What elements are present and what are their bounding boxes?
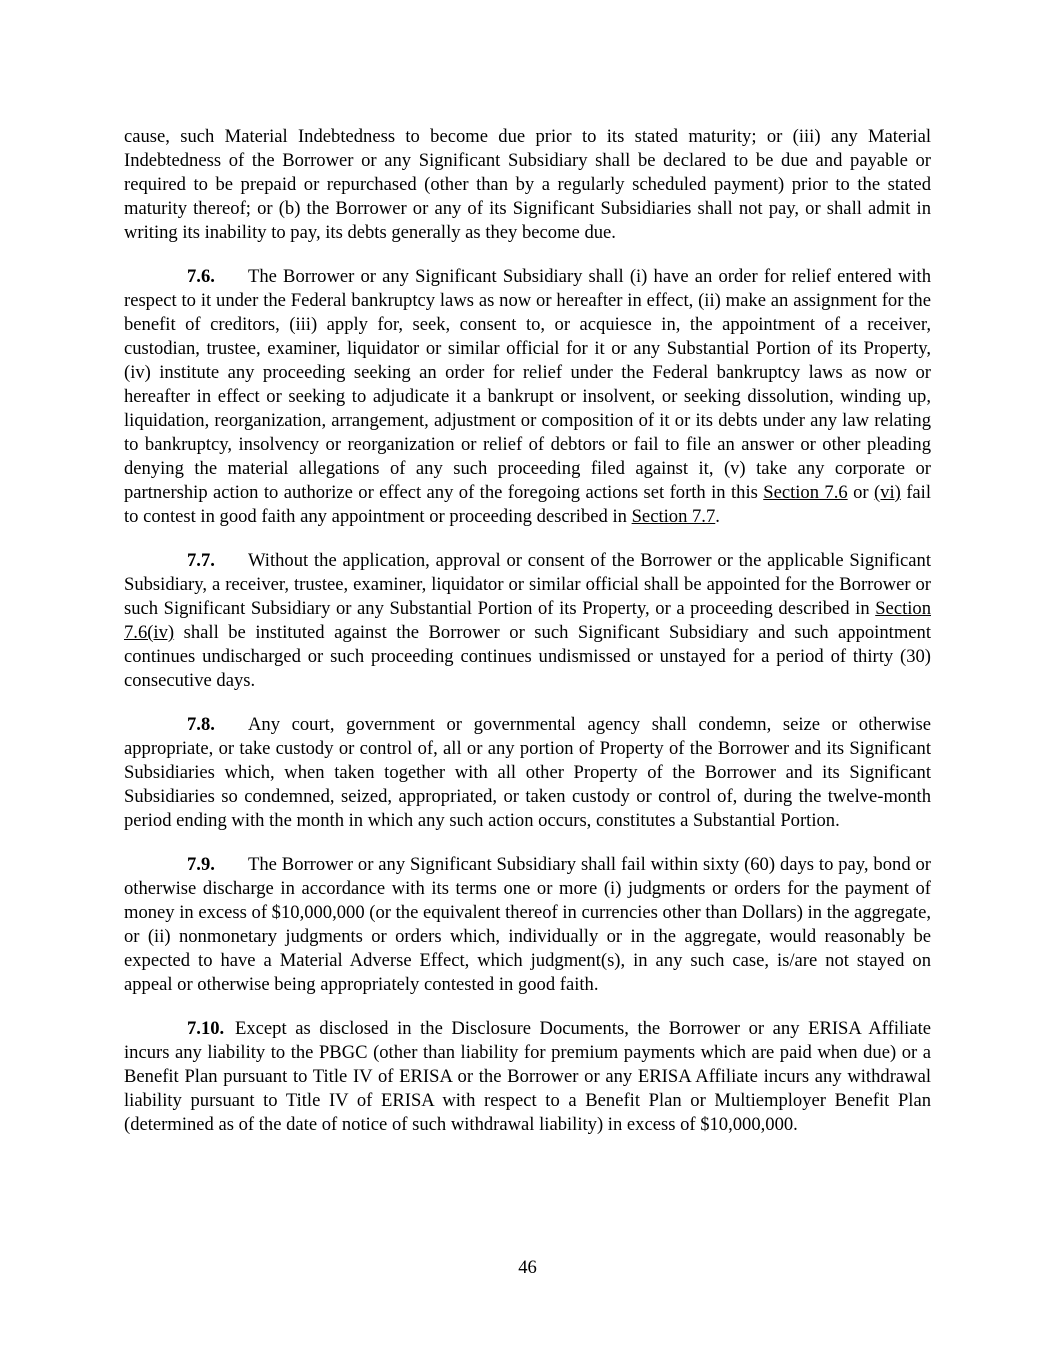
section-text: The Borrower or any Significant Subsidiary shall (i) have an order for relief entered with respect to it under the Federal bankruptcy laws as now or hereafter in effect, (ii) make an assignment for the benefit of creditors, (iii) apply for, seek, consent to, or acquiesce in, the appointment of a receiver, custodian, trustee, examiner, liquidator or similar official for it or any Substantial Portion of its Property, (iv) institute any proceeding seeking an order for relief under the Federal bankruptcy laws as now or hereafter in effect or seeking to adjudicate it a bankrupt or insolvent, or seeking dissolution, winding up, liquidation, reorganization, arrangement, adjustment or composition of it or its debts under any law relating to bankruptcy, insolvency or reorganization or relief of debtors or fail to file an answer or other pleading denying the material allegations of any such proceeding filed against it, (v) take any corporate or partnership action to authorize or effect any of the foregoing actions set forth in this <box>124 266 931 503</box>
paragraph-text: cause, such Material Indebtedness to become due prior to its stated maturity; or (iii) any Material Indebtedness of the Borrower or any Significant Subsidiary shall be declared to be due and payable or required to be prepaid or repurchased (other than by a regularly scheduled payment) prior to the stated maturity thereof; or (b) the Borrower or any of its Significant Subsidiaries shall not pay, or shall admit in writing its inability to pay, its debts generally as they become due. <box>124 126 931 243</box>
section-number: 7.6. <box>187 266 215 287</box>
section-text: or <box>847 482 874 503</box>
cross-reference-clause-vi: (vi) <box>873 482 901 503</box>
paragraph-continuation <box>124 125 931 245</box>
cross-reference-section-7-6-iv: Section 7.6(iv) <box>124 598 931 643</box>
cross-reference-section-7-7: Section 7.7 <box>631 506 716 527</box>
section-7-6 <box>124 265 931 529</box>
section-number: 7.7. <box>187 550 215 571</box>
section-number: 7.10. <box>187 1018 225 1039</box>
section-text: fail to contest in good faith any appointment or proceeding described in <box>124 482 931 527</box>
cross-reference-section-7-6: Section 7.6 <box>763 482 848 503</box>
section-text: Any court, government or governmental agency shall condemn, seize or otherwise appropriate, or take custody or control of, all or any portion of Property of the Borrower and its Significant Subsidiaries which, when taken together with all other Property of the Borrower and its Significant Subsidiaries so condemned, seized, appropriated, or taken custody or control of, during the twelve-month period ending with the month in which any such action occurs, constitutes a Substantial Portion. <box>124 714 931 831</box>
section-text: shall be instituted against the Borrower or such Significant Subsidiary and such appointment continues undischarged or such proceeding continues undismissed or unstayed for a period of thirty (30) consecutive days. <box>124 622 931 691</box>
section-text: . <box>715 506 720 527</box>
section-number: 7.8. <box>187 714 215 735</box>
section-7-10 <box>124 1017 931 1137</box>
section-text: The Borrower or any Significant Subsidiary shall fail within sixty (60) days to pay, bond or otherwise discharge in accordance with its terms one or more (i) judgments or orders for the payment of money in excess of $10,000,000 (or the equivalent thereof in currencies other than Dollars) in the aggregate, or (ii) nonmonetary judgments or orders which, individually or in the aggregate, would reasonably be expected to have a Material Adverse Effect, which judgment(s), in any such case, is/are not stayed on appeal or otherwise being appropriately contested in good faith. <box>124 854 932 995</box>
section-7-8 <box>124 713 931 833</box>
section-number: 7.9. <box>187 854 215 875</box>
section-7-9 <box>124 853 931 997</box>
section-text: Except as disclosed in the Disclosure Documents, the Borrower or any ERISA Affiliate incurs any liability to the PBGC (other than liability for premium payments which are paid when due) or a Benefit Plan pursuant to Title IV of ERISA or the Borrower or any ERISA Affiliate incurs any withdrawal liability pursuant to Title IV of ERISA with respect to a Benefit Plan or Multiemployer Benefit Plan (determined as of the date of notice of such withdrawal liability) in excess of $10,000,000. <box>124 1018 931 1135</box>
page-number: 46 <box>518 1257 537 1278</box>
section-text: Without the application, approval or consent of the Borrower or the applicable Significant Subsidiary, a receiver, trustee, examiner, liquidator or similar official shall be appointed for the Borrower or such Significant Subsidiary or any Substantial Portion of its Property, or a proceeding described in <box>124 550 931 619</box>
section-7-7 <box>124 549 931 693</box>
